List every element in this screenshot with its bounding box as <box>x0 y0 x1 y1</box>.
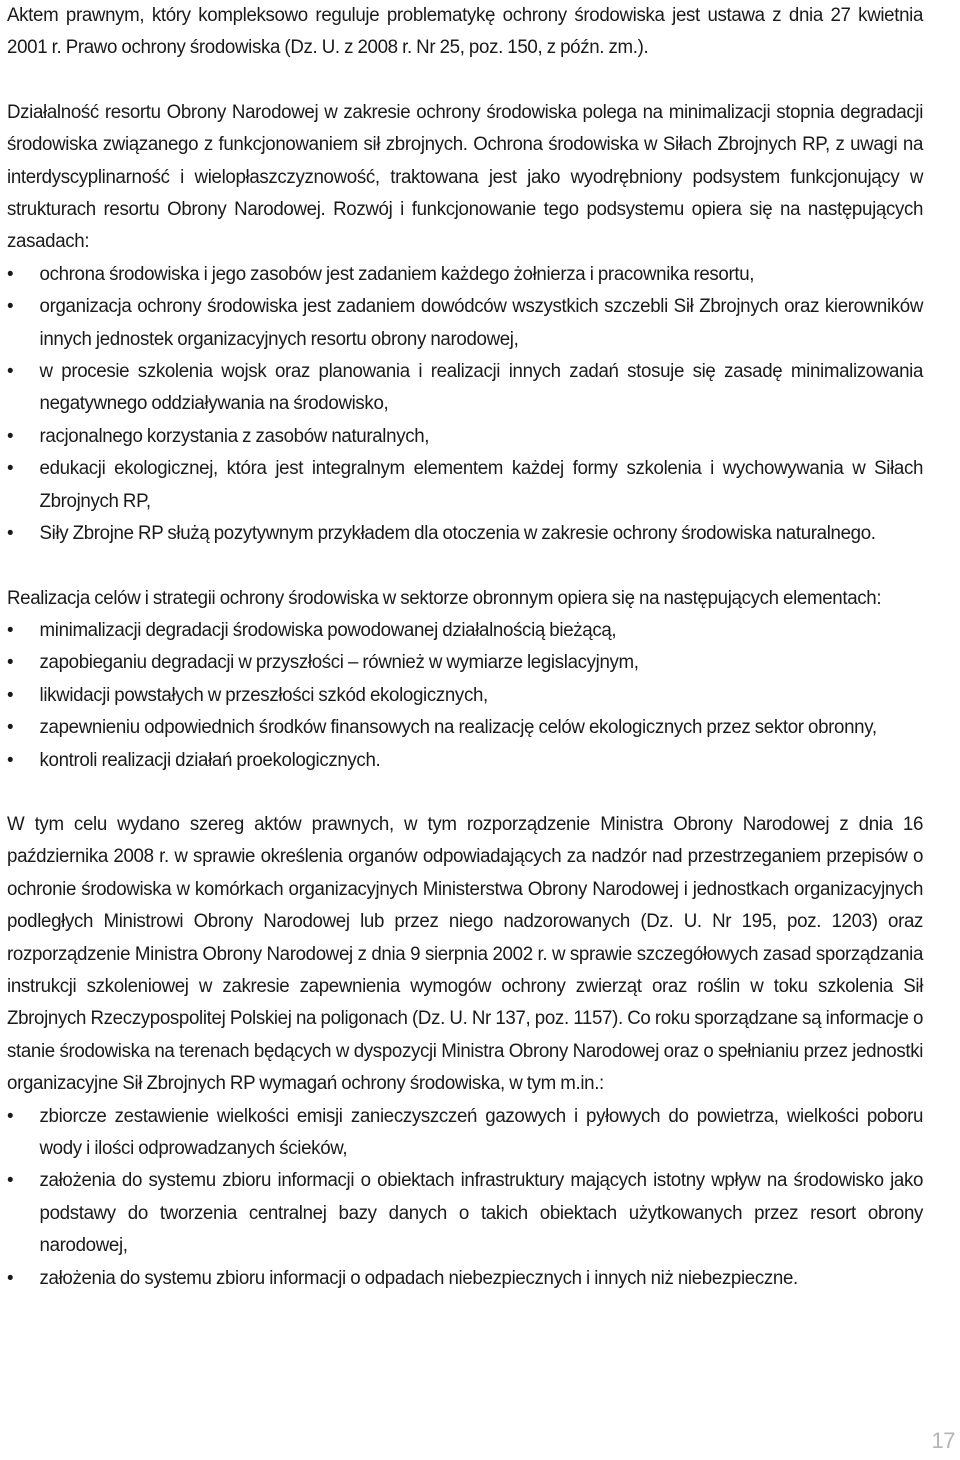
list-item-text: kontroli realizacji działań proekologicznych. <box>39 749 381 771</box>
paragraph-gap <box>7 551 923 583</box>
list-item <box>7 421 923 453</box>
list-item-text: racjonalnego korzystania z zasobów naturalnych, <box>39 425 430 447</box>
list-item-text: ochrona środowiska i jego zasobów jest zadaniem każdego żołnierza i pracownika resortu, <box>39 263 755 285</box>
bullet-icon: • <box>7 684 14 706</box>
bullet-icon: • <box>7 296 14 318</box>
list-item <box>7 259 923 291</box>
list-item <box>7 1101 923 1166</box>
bullet-icon: • <box>7 717 14 739</box>
page-number: 17 <box>931 1428 955 1453</box>
list-item <box>7 712 923 744</box>
bullet-icon: • <box>7 425 14 447</box>
intro-paragraph: Aktem prawnym, który kompleksowo reguluje problematykę ochrony środowiska jest ustawa z dnia 27 kwietnia 2001 r. Prawo ochrony środowiska (Dz. U. z 2008 r. Nr 25, poz. 150, z późn. zm.). <box>7 5 924 59</box>
bullet-icon: • <box>7 619 14 641</box>
list-item <box>7 615 923 647</box>
list-item <box>7 647 923 679</box>
bullet-icon: • <box>7 749 14 771</box>
regulations-list <box>7 1101 923 1295</box>
list-item-text: Siły Zbrojne RP służą pozytywnym przykładem dla otoczenia w zakresie ochrony środowiska naturalnego. <box>39 523 876 545</box>
bullet-icon: • <box>7 1105 14 1127</box>
list-item <box>7 680 923 712</box>
list-item <box>7 356 923 421</box>
goals-paragraph: Realizacja celów i strategii ochrony środowiska w sektorze obronnym opiera się na następujących elementach: <box>7 587 882 609</box>
list-item <box>7 518 923 550</box>
list-item-text: zapobieganiu degradacji w przyszłości – również w wymiarze legislacyjnym, <box>39 652 639 674</box>
list-item-text: założenia do systemu zbioru informacji o odpadach niebezpiecznych i innych niż niebezpieczne. <box>39 1267 798 1289</box>
paragraph-gap <box>7 777 923 809</box>
list-item <box>7 1263 923 1295</box>
document-page <box>7 0 923 1295</box>
bullet-icon: • <box>7 263 14 285</box>
list-item <box>7 291 923 356</box>
list-item <box>7 453 923 518</box>
list-item-text: zbiorcze zestawienie wielkości emisji zanieczyszczeń gazowych i pyłowych do powietrza, wielkości poboru wody i ilości odprowadzanych ścieków, <box>39 1105 924 1159</box>
list-item-text: minimalizacji degradacji środowiska powodowanej działalnością bieżącą, <box>39 619 617 641</box>
bullet-icon: • <box>7 361 14 383</box>
list-item-text: edukacji ekologicznej, która jest integralnym elementem każdej formy szkolenia i wychowywania w Siłach Zbrojnych RP, <box>39 458 924 512</box>
list-item <box>7 745 923 777</box>
bullet-icon: • <box>7 652 14 674</box>
goals-list <box>7 615 923 777</box>
principles-paragraph: Działalność resortu Obrony Narodowej w zakresie ochrony środowiska polega na minimalizacji stopnia degradacji środowiska związanego z funkcjonowaniem sił zbrojnych. Ochrona środowiska w Siłach Zbrojnych RP, z uwagi na interdyscyplinarność i wielopłaszczyznowość, traktowana jest jako wyodrębniony podsystem funkcjonujący w strukturach resortu Obrony Narodowej. Rozwój i funkcjonowanie tego podsystemu opiera się na następujących zasadach: <box>7 101 924 253</box>
bullet-icon: • <box>7 458 14 480</box>
bullet-icon: • <box>7 1267 14 1289</box>
list-item-text: zapewnieniu odpowiednich środków finansowych na realizację celów ekologicznych przez sektor obronny, <box>39 717 877 739</box>
list-item-text: likwidacji powstałych w przeszłości szkód ekologicznych, <box>39 684 488 706</box>
list-item-text: w procesie szkolenia wojsk oraz planowania i realizacji innych zadań stosuje się zasadę minimalizowania negatywnego oddziaływania na środowisko, <box>39 361 924 415</box>
principles-list <box>7 259 923 551</box>
regulations-paragraph: W tym celu wydano szereg aktów prawnych, w tym rozporządzenie Ministra Obrony Narodowej z dnia 16 października 2008 r. w sprawie określenia organów odpowiadających za nadzór nad przestrzeganiem przepisów o ochronie środowiska w komórkach organizacyjnych Ministerstwa Obrony Narodowej i jednostkach organizacyjnych podległych Ministrowi Obrony Narodowej lub przez niego nadzorowanych (Dz. U. Nr 195, poz. 1203) oraz rozporządzenie Ministra Obrony Narodowej z dnia 9 sierpnia 2002 r. w sprawie szczegółowych zasad sporządzania instrukcji szkoleniowej w zakresie zapewnienia wymogów ochrony zwierząt oraz roślin w toku szkolenia Sił Zbrojnych Rzeczypospolitej Polskiej na poligonach (Dz. U. Nr 137, poz. 1157). Co roku sporządzane są informacje o stanie środowiska na terenach będących w dyspozycji Ministra Obrony Narodowej oraz o spełnianiu przez jednostki organizacyjne Sił Zbrojnych RP wymagań ochrony środowiska, w tym m.in.: <box>7 813 924 1095</box>
list-item <box>7 1165 923 1262</box>
list-item-text: założenia do systemu zbioru informacji o obiektach infrastruktury mających istotny wpływ na środowisko jako podstawy do tworzenia centralnej bazy danych o takich obiektach użytkowanych przez resort obrony narodowej, <box>39 1170 924 1257</box>
bullet-icon: • <box>7 523 14 545</box>
paragraph-gap <box>7 65 923 97</box>
list-item-text: organizacja ochrony środowiska jest zadaniem dowódców wszystkich szczebli Sił Zbrojnych oraz kierowników innych jednostek organizacyjnych resortu obrony narodowej, <box>39 296 924 350</box>
bullet-icon: • <box>7 1170 14 1192</box>
